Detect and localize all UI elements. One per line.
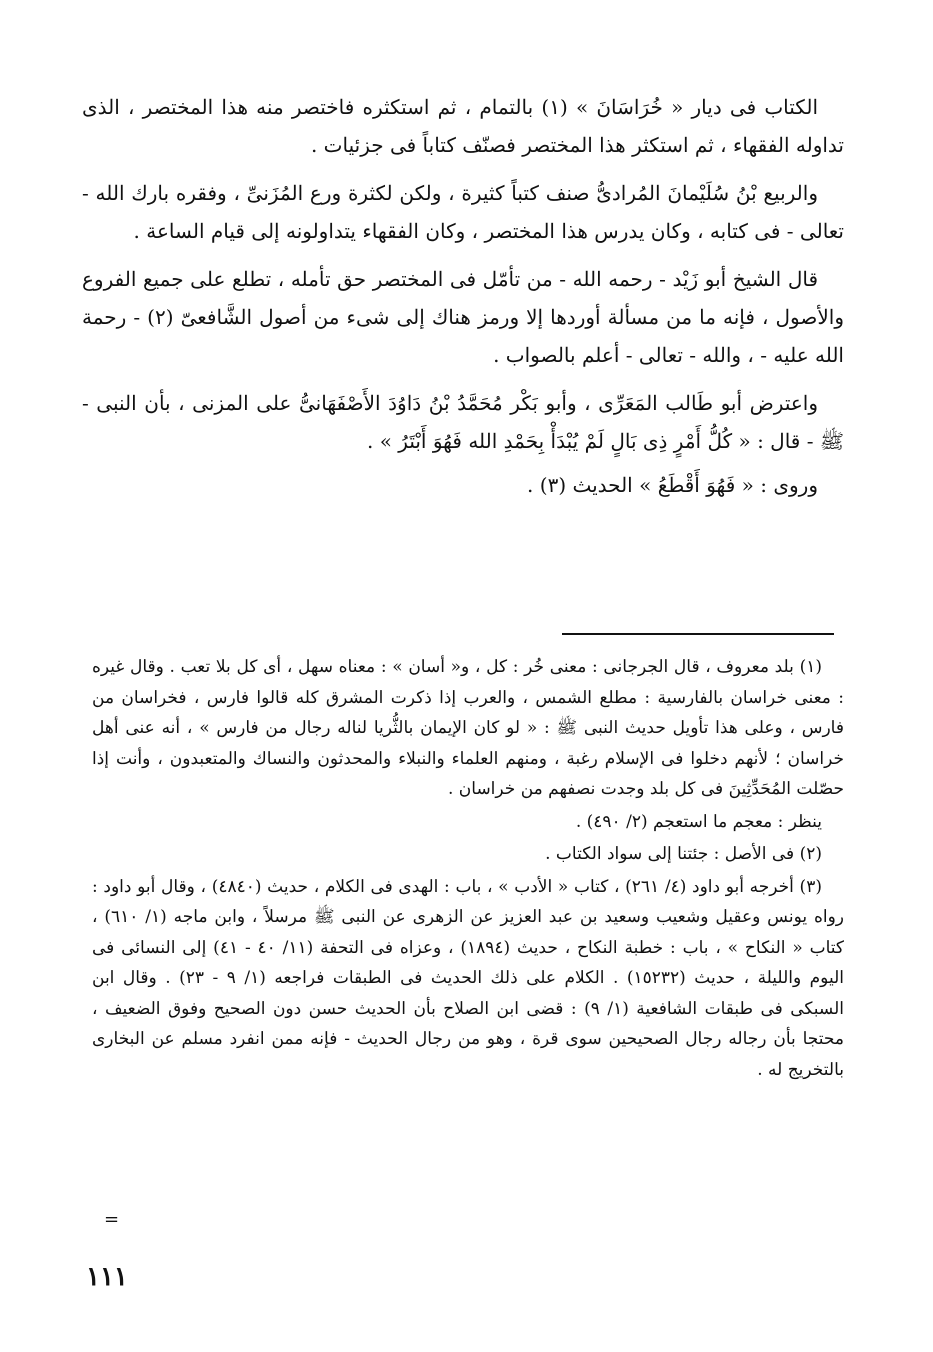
footnote-divider (562, 633, 834, 635)
main-paragraph-3: قال الشيخ أبو زَيْد - رحمه الله - من تأمّل فى المختصر حق تأمله ، تطلع على جميع الفروع والأصول ، فإنه ما من مسألة أوردها إلا ورمز هناك إلى شىء من أصول الشَّافعىّ (٢) - رحمة الله عليه - ، والله - تعالى - أعلم بالصواب . (82, 267, 844, 367)
continuation-mark: = (104, 1209, 120, 1230)
main-paragraph-2: والربيع بْنُ سُلَيْمانَ المُرادىُّ صنف كتباً كثيرة ، ولكن لكثرة ورع المُزَنىِّ ، وفقره بارك الله - تعالى - فى كتابه ، وكان يدرس هذا المختصر ، وكان الفقهاء يتداولونه إلى قيام الساعة . (82, 181, 844, 243)
footnote-1: (١) بلد معروف ، قال الجرجانى : معنى خُر : كل ، و« أسان » : معناه سهل ، أى كل بلا تعب . وقال غيره : معنى خراسان بالفارسية : مطلع الشمس ، والعرب إذا ذكرت المشرق كله قالوا فارس ، فخراسان من فارس ، وعلى هذا تأويل حديث النبى ﷺ : « لو كان الإيمان بالثُّريا لناله رجال من فارس » ، أنه عنى أهل خراسان ؛ لأنهم دخلوا فى الإسلام رغبة ، ومنهم العلماء والنبلاء والمحدثون والنساك والمتعبدون ، وأنت إذا حصّلت المُحَدِّثِينَ فى كل بلد وجدت نصفهم من خراسان . (92, 657, 844, 799)
footnote-2: (٢) فى الأصل : جئتنا إلى سواد الكتاب . (545, 844, 822, 864)
footnote-1-reference: ينظر : معجم ما استعجم (٢/ ٤٩٠) . (575, 811, 822, 832)
footnote-3: (٣) أخرجه أبو داود (٤/ ٢٦١) ، كتاب « الأدب » ، باب : الهدى فى الكلام ، حديث (٤٨٤٠) ، وقال أبو داود : رواه يونس وعقيل وشعيب وسعيد بن عبد العزيز عن الزهرى عن النبى ﷺ مرسلاً ، وابن ماجه (١/ ٦١٠) ، كتاب « النكاح » ، باب : خطبة النكاح ، حديث (١٨٩٤) ، وعزاه فى التحفة (١١/ ٤٠ - ٤١) إلى النسائى فى اليوم والليلة ، حديث (١٥٢٣٢) . الكلام على ذلك الحديث فى الطبقات فراجعه (١/ ٩ - ٢٣) . وقال ابن السبكى فى طبقات الشافعية (١/ ٩) : قضى ابن الصلاح بأن الحديث حسن دون الصحيح وفوق الضعيف ، محتجا بأن رجاله رجال الصحيحين سوى قرة ، وهو من رجال الحديث - فإنه ممن انفرد مسلم عن البخارى بالتخريج له . (92, 876, 845, 1080)
main-paragraph-1: الكتاب فى ديار « خُرَاسَانَ » (١) بالتمام ، ثم استكثره فاختصر منه هذا المختصر ، الذى تداوله الفقهاء ، ثم استكثر هذا المختصر فصنّف كتاباً فى جزئيات . (82, 95, 844, 157)
footnotes (92, 652, 844, 1087)
page-number: ١١١ (86, 1262, 128, 1292)
main-paragraph-5: وروى : « فَهُوَ أَقْطَعُ » الحديث (٣) . (527, 473, 818, 497)
main-text (82, 88, 844, 510)
main-paragraph-4: واعترض أبو طَالب المَعَرِّى ، وأبو بَكْر مُحَمَّدُ بْنُ دَاوُدَ الأَصْفَهَانىُّ على المزنى ، بأن النبى - ﷺ - قال : « كُلُّ أَمْرٍ ذِى بَالٍ لَمْ يُبْدَأْ بِحَمْدِ الله فَهُوَ أَبْتَرُ » . (82, 391, 844, 453)
